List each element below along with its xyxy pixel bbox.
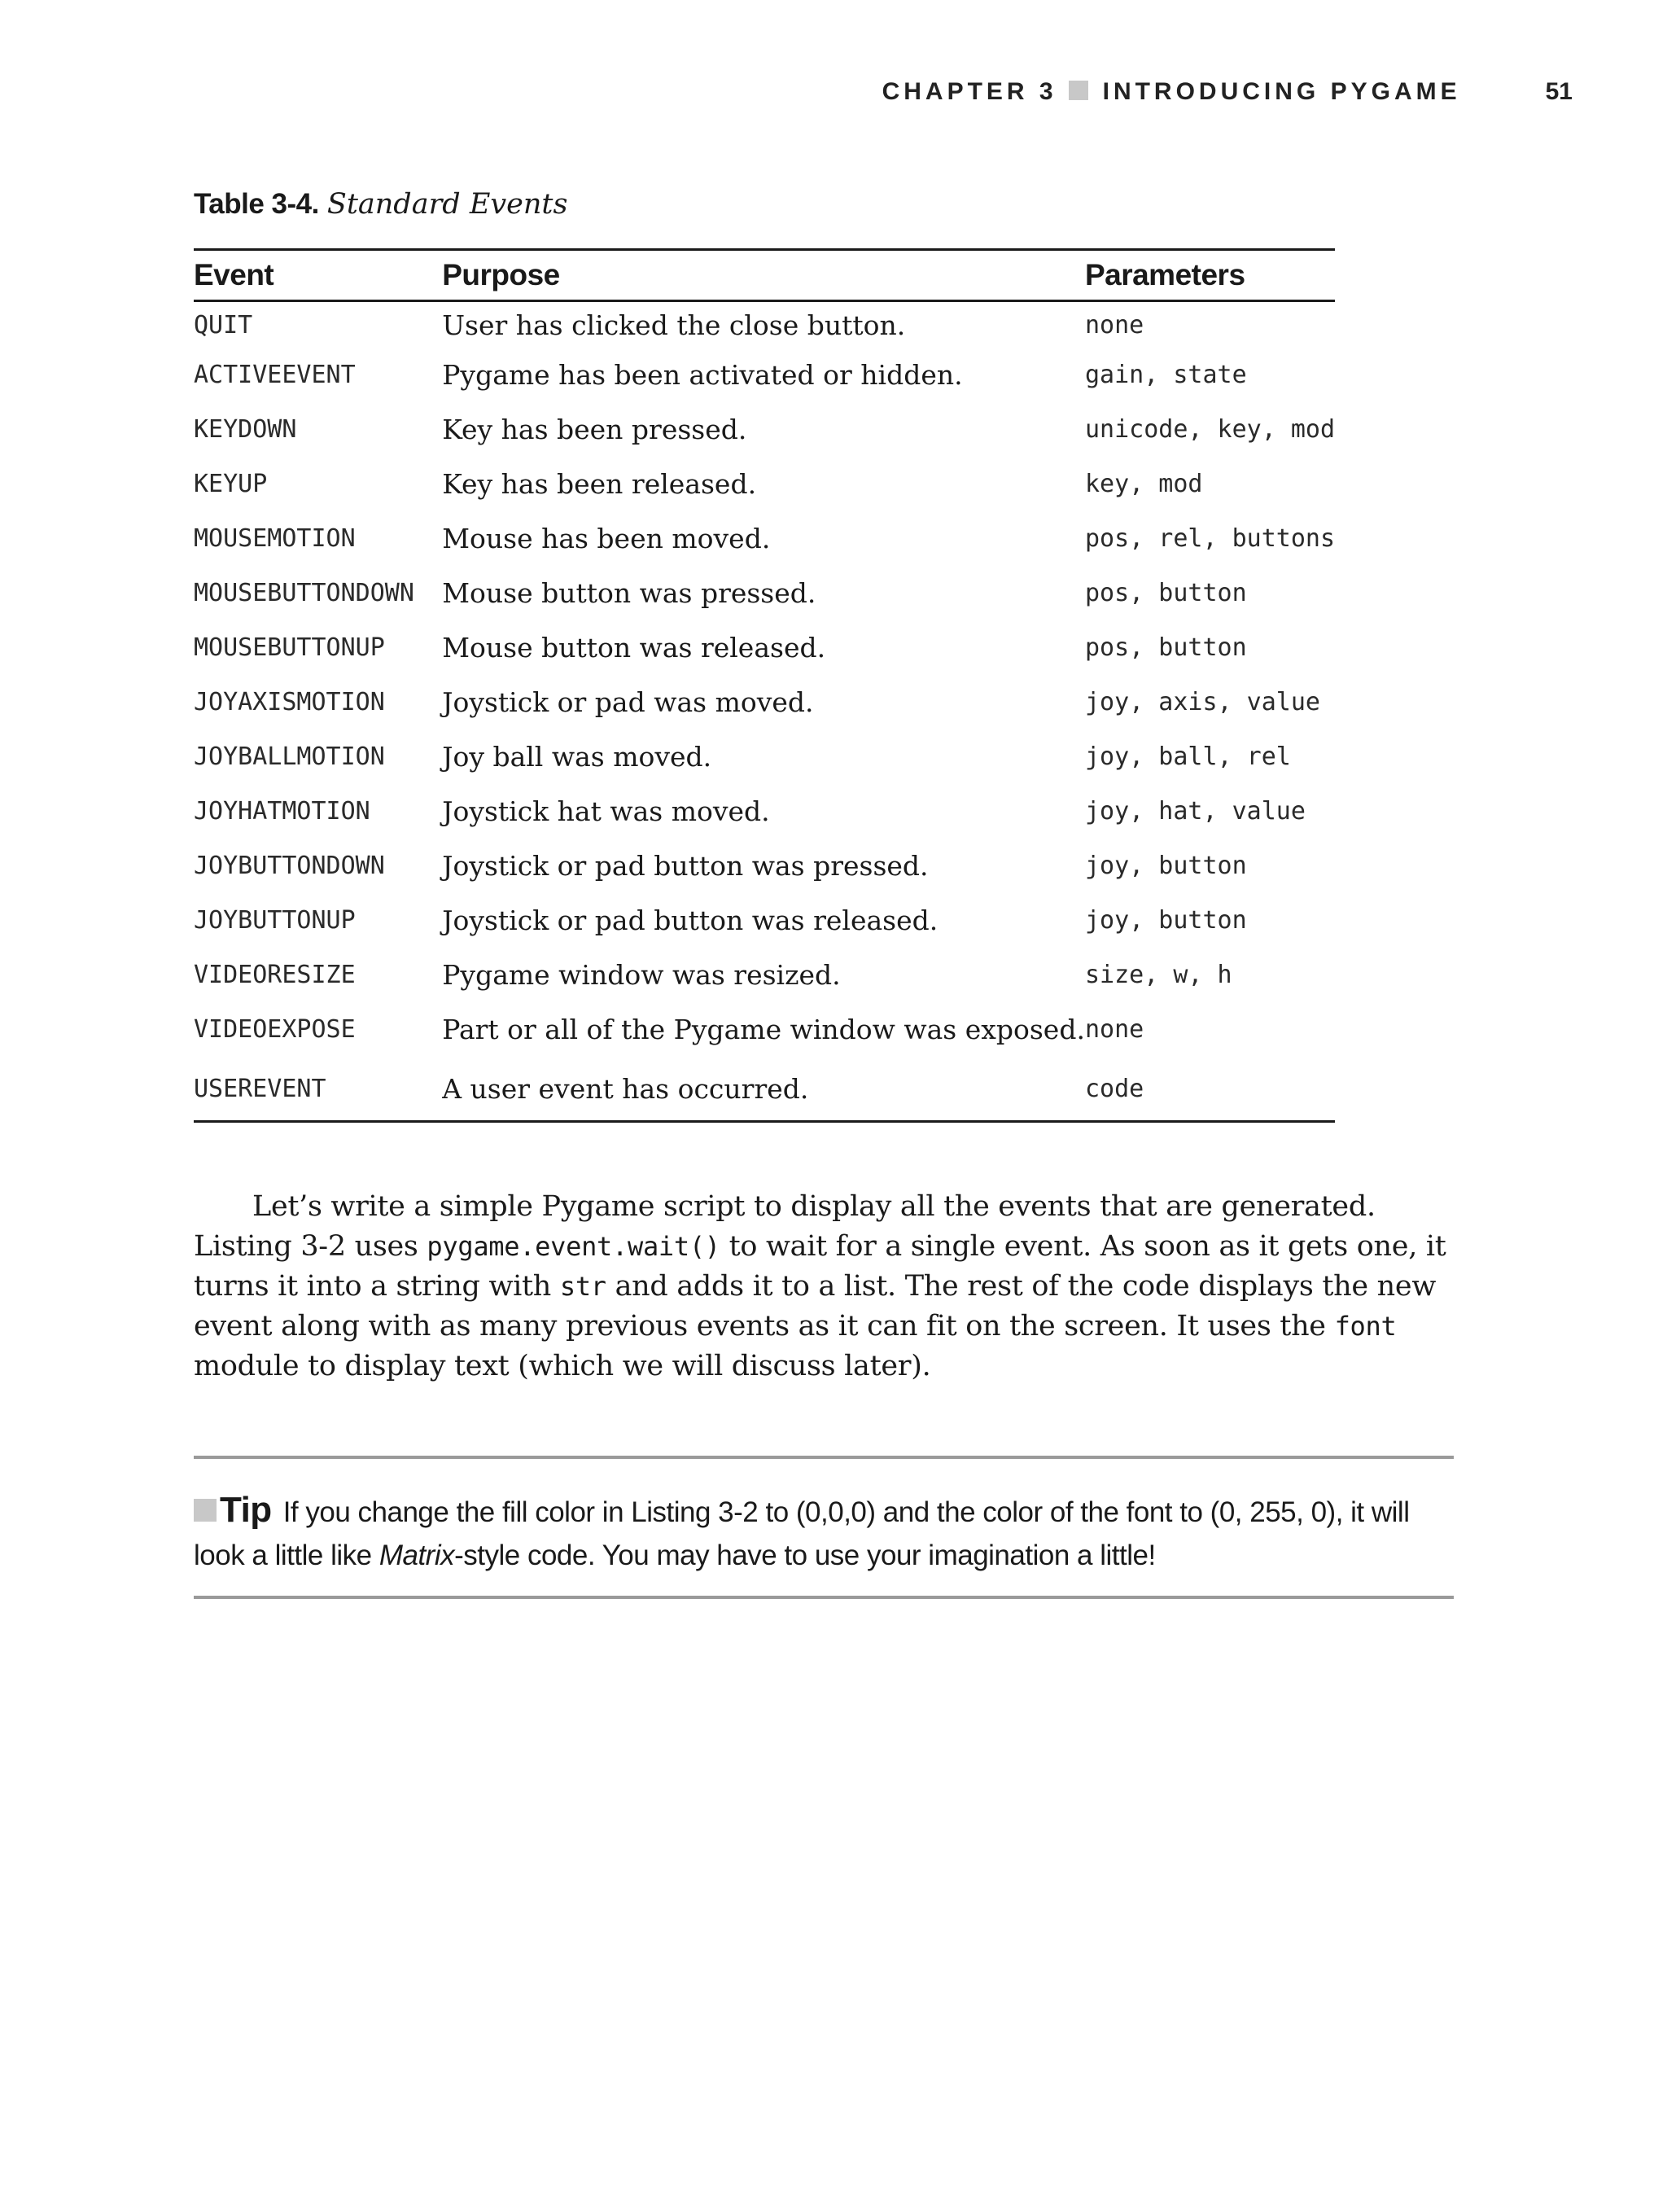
table-row (194, 511, 1335, 566)
event-name-cell: JOYHATMOTION (194, 797, 370, 826)
event-purpose-cell: User has clicked the close button. (442, 309, 906, 341)
event-parameters-cell: size, w, h (1084, 961, 1232, 989)
table-row (194, 620, 1335, 675)
section-title: INTRODUCING PYGAME (1102, 78, 1461, 105)
column-header-purpose: Purpose (442, 258, 560, 291)
event-purpose-cell: Joystick or pad button was pressed. (442, 850, 929, 882)
event-purpose-cell: Key has been released. (442, 468, 757, 500)
event-parameters-cell: none (1084, 310, 1144, 339)
paragraph-text: to wait for a single event. As soon as it gets one, it turns it into a string with (194, 1230, 1446, 1303)
table-row (194, 1057, 1335, 1122)
event-parameters-cell: joy, hat, value (1084, 797, 1306, 826)
table-row (194, 457, 1335, 511)
table-row (194, 301, 1335, 348)
event-purpose-cell: Joystick hat was moved. (442, 795, 770, 827)
event-name-cell: ACTIVEEVENT (194, 361, 356, 389)
event-name-cell: MOUSEMOTION (194, 524, 356, 553)
tip-text (194, 1488, 1454, 1577)
event-purpose-cell: Joystick or pad button was released. (442, 905, 939, 936)
event-purpose-cell: Part or all of the Pygame window was exposed. (442, 1014, 1085, 1045)
event-purpose-cell: Pygame has been activated or hidden. (442, 359, 963, 391)
table-row (194, 348, 1335, 402)
table-row (194, 675, 1335, 729)
page-number: 51 (1545, 78, 1573, 105)
event-parameters-cell: joy, ball, rel (1084, 742, 1291, 771)
table-row (194, 948, 1335, 1002)
paragraph-text: module to display text (which we will discuss later). (194, 1350, 931, 1382)
table-row (194, 784, 1335, 839)
event-name-cell: MOUSEBUTTONUP (194, 633, 385, 662)
table-caption-label: Table 3-4. (194, 188, 319, 220)
tip-square-icon (194, 1499, 217, 1522)
event-purpose-cell: Mouse button was released. (442, 632, 826, 664)
chapter-label: CHAPTER 3 (882, 78, 1057, 105)
event-name-cell: VIDEORESIZE (194, 961, 356, 989)
table-header-row (194, 250, 1335, 301)
table-row (194, 729, 1335, 784)
event-parameters-cell: pos, rel, buttons (1084, 524, 1335, 553)
event-name-cell: JOYAXISMOTION (194, 688, 385, 716)
table-caption (194, 186, 567, 221)
tip-body-text: -style code. You may have to use your imagination a little! (454, 1540, 1156, 1571)
event-name-cell: VIDEOEXPOSE (194, 1015, 356, 1044)
running-head (0, 78, 1573, 111)
event-parameters-cell: joy, button (1084, 906, 1247, 935)
event-purpose-cell: Pygame window was resized. (442, 959, 841, 991)
inline-code: str (559, 1271, 606, 1302)
event-parameters-cell: gain, state (1084, 361, 1247, 389)
event-name-cell: MOUSEBUTTONDOWN (194, 579, 414, 607)
event-parameters-cell: key, mod (1084, 470, 1203, 498)
tip-body-text: If you change the fill color in Listing 3-2 to (0,0,0) and the color of the font to (0, 255, 0), it will look a little like (194, 1496, 1410, 1571)
events-table (194, 248, 1335, 1123)
event-name-cell: JOYBALLMOTION (194, 742, 385, 771)
event-purpose-cell: A user event has occurred. (442, 1072, 809, 1105)
event-parameters-cell: unicode, key, mod (1084, 415, 1335, 444)
column-header-event: Event (194, 258, 274, 291)
event-name-cell: USEREVENT (194, 1074, 326, 1103)
tip-box (194, 1456, 1454, 1599)
table-row (194, 839, 1335, 893)
table-row (194, 566, 1335, 620)
event-parameters-cell: pos, button (1084, 579, 1247, 607)
paragraph-text: Let’s write a simple Pygame script to display all the events that are generated. Listing 3-2 uses (194, 1190, 1376, 1263)
event-parameters-cell: none (1084, 1015, 1144, 1044)
event-name-cell: KEYUP (194, 470, 268, 498)
table-caption-title: Standard Events (326, 188, 568, 221)
event-parameters-cell: joy, button (1084, 852, 1247, 880)
tip-label: Tip (220, 1490, 272, 1530)
table-row (194, 1002, 1335, 1057)
event-name-cell: JOYBUTTONDOWN (194, 852, 385, 880)
inline-code: pygame.event.wait() (427, 1231, 720, 1262)
paragraph-text: and adds it to a list. The rest of the code displays the new event along with as many previous events as it can fit on the screen. It uses the (194, 1270, 1436, 1343)
event-purpose-cell: Joystick or pad was moved. (442, 686, 814, 718)
event-purpose-cell: Joy ball was moved. (442, 741, 712, 773)
column-header-parameters: Parameters (1084, 258, 1245, 291)
event-purpose-cell: Mouse has been moved. (442, 523, 771, 554)
table-row (194, 402, 1335, 457)
separator-square-icon (1069, 81, 1088, 100)
event-name-cell: QUIT (194, 310, 253, 339)
inline-code: font (1334, 1311, 1397, 1342)
event-name-cell: KEYDOWN (194, 415, 297, 444)
tip-emphasis: Matrix (378, 1540, 455, 1571)
table-body (194, 301, 1335, 1122)
event-purpose-cell: Mouse button was pressed. (442, 577, 816, 609)
event-parameters-cell: joy, axis, value (1084, 688, 1320, 716)
event-parameters-cell: pos, button (1084, 633, 1247, 662)
table-row (194, 893, 1335, 948)
event-parameters-cell: code (1084, 1074, 1144, 1103)
event-name-cell: JOYBUTTONUP (194, 906, 356, 935)
body-paragraph (194, 1187, 1455, 1386)
event-purpose-cell: Key has been pressed. (442, 414, 747, 445)
